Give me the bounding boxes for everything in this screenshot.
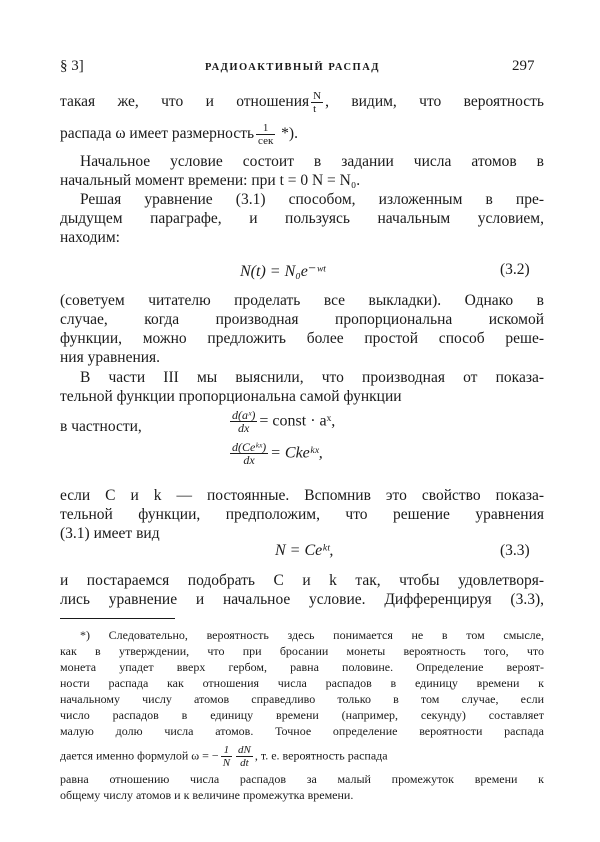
body-line: если C и k — постоянные. Вспомнив это свойство показа-: [60, 487, 544, 504]
text-span: распада ω имеет размерность: [60, 125, 255, 143]
fraction-denominator: t: [313, 103, 317, 115]
body-line: ния уравнения.: [60, 349, 161, 366]
body-line: в частности,: [60, 418, 142, 435]
section-marker: § 3]: [60, 58, 84, 74]
equation-derivative-a: [228, 409, 335, 434]
body-line: (советуем читателю проделать все выкладки). Однако в: [60, 292, 544, 309]
footnote-line: как в утверждении, что при бросании монеты вероятность того, что: [60, 644, 544, 658]
page-number: 297: [512, 58, 535, 74]
body-line: и постараемся подобрать C и k так, чтобы удовлетворя-: [60, 572, 544, 589]
equation-3-2: N(t) = N₀e⁻ʷᵗ: [240, 263, 326, 280]
equation-3-3: N = Ceᵏᵗ,: [275, 542, 334, 559]
fraction-numerator: dN: [238, 744, 251, 756]
body-line: находим:: [60, 229, 120, 246]
fraction-denominator: dx: [243, 453, 255, 467]
fraction-denominator: dx: [238, 421, 250, 435]
fraction: [236, 744, 253, 769]
fraction-denominator: N: [222, 757, 231, 769]
equation-number: (3.2): [500, 261, 530, 278]
text-span: дается именно формулой ω = −: [60, 748, 219, 763]
body-line: В части III мы выяснили, что производная от показа-: [80, 369, 544, 386]
body-line: начальный момент времени: при t = 0 N = N₀.: [60, 172, 361, 189]
footnote-formula-line: [60, 744, 544, 769]
footnote-line: начальному числу атомов справедливо только в том случае, если: [60, 692, 544, 706]
equation-number: (3.3): [500, 542, 530, 559]
footnote-line: *) Следовательно, вероятность здесь понимается не в том смысле,: [80, 628, 544, 642]
body-line: [60, 122, 298, 147]
fraction-numerator: 1: [256, 122, 275, 135]
equation-rhs: = Ckeᵏˣ,: [270, 444, 323, 462]
body-line: дыдущем параграфе, и пользуясь начальным условием,: [60, 210, 544, 227]
footnote-line: малую долю числа атомов. Точное определение вероятности распада: [60, 724, 544, 738]
footnote-line: число распадов в единицу времени (например, секунду) составляет: [60, 708, 544, 722]
footnote-line: ности распада как отношения числа распадов в единицу времени к: [60, 676, 544, 690]
body-line: функции, можно предложить более простой способ реше-: [60, 330, 544, 347]
text-span: такая же, что и отношения: [60, 93, 310, 111]
fraction: [221, 744, 232, 769]
body-line: Начальное условие состоит в задании числа атомов в: [80, 153, 544, 170]
footnote-line: общему числу атомов и к величине промежутка времени.: [60, 788, 354, 802]
fraction-numerator: N: [313, 90, 322, 102]
equation-derivative-cekx: [228, 441, 323, 466]
body-line: (3.1) имеет вид: [60, 525, 160, 542]
running-title: РАДИОАКТИВНЫЙ РАСПАД: [205, 62, 381, 73]
footnote-line: равна отношению числа распадов за малый промежуток времени к: [60, 772, 544, 786]
body-line: тельной функции пропорциональна самой функции: [60, 388, 402, 405]
fraction: [311, 90, 323, 115]
footnote-divider: [60, 618, 175, 619]
fraction-numerator: d(Ceᵏˣ): [232, 440, 267, 454]
text-span: , т. е. вероятность распада: [254, 748, 388, 763]
body-line: тельной функции, предположим, что решение уравнения: [60, 506, 544, 523]
footnote-line: монета упадет вверх гербом, равна половине. Определение вероят-: [60, 660, 544, 674]
equation-rhs: = const · aˣ,: [259, 412, 336, 430]
fraction: [230, 409, 257, 434]
fraction-numerator: d(aˣ): [232, 408, 256, 422]
body-line: Решая уравнение (3.1) способом, изложенным в пре-: [80, 191, 544, 208]
fraction-numerator: 1: [221, 744, 232, 757]
fraction: [256, 122, 275, 147]
fraction-denominator: сек: [258, 135, 274, 147]
text-span: , видим, что вероятность: [325, 93, 544, 111]
fraction-denominator: dt: [240, 757, 249, 769]
body-line: лись уравнение и начальное условие. Дифференцируя (3.3),: [60, 591, 544, 608]
body-line: [60, 90, 544, 115]
text-span: *).: [277, 125, 298, 143]
fraction: [230, 441, 268, 466]
body-line: случае, когда производная пропорциональна искомой: [60, 311, 544, 328]
